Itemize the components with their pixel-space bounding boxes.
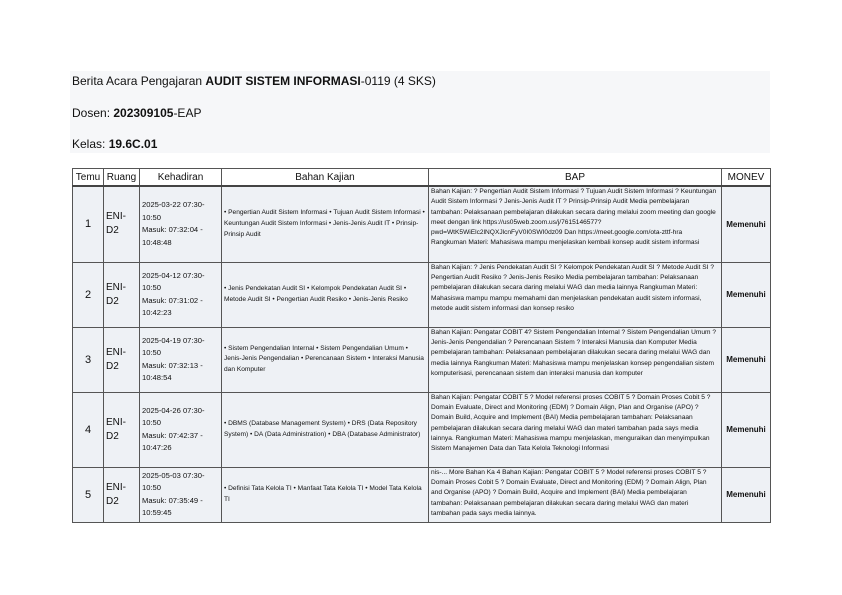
- lecturer-label: Dosen:: [72, 106, 114, 120]
- material-cell: • DBMS (Database Management System) • DRS (Data Repository System) • DA (Data Administration) • DBA (Database Administrator): [222, 392, 429, 467]
- room-cell: ENI-D2: [104, 327, 140, 392]
- lecturer-suffix: -EAP: [173, 106, 202, 120]
- room-cell: ENI-D2: [104, 467, 140, 522]
- meeting-number: 1: [73, 186, 104, 262]
- column-header-bahan-kajian: Bahan Kajian: [222, 169, 429, 187]
- room-cell: ENI-D2: [104, 392, 140, 467]
- column-header-bap: BAP: [429, 169, 722, 187]
- attendance-cell: [140, 392, 222, 467]
- lecturer-line: [72, 106, 201, 120]
- meeting-number: 2: [73, 262, 104, 327]
- monev-status: Memenuhi: [722, 392, 771, 467]
- checkout-time: 10:59:45: [142, 508, 172, 517]
- attendance-cell: [140, 186, 222, 262]
- page-title: [72, 74, 436, 88]
- attendance-table: [72, 168, 771, 523]
- meeting-number: 4: [73, 392, 104, 467]
- checkin-time: Masuk: 07:32:04 -: [142, 225, 203, 235]
- column-header-monev: MONEV: [722, 169, 771, 187]
- table-row: [73, 392, 771, 467]
- class-value: 19.6C.01: [108, 137, 158, 151]
- column-header-kehadiran: Kehadiran: [140, 169, 222, 187]
- checkin-time: Masuk: 07:31:02 -: [142, 295, 203, 305]
- attendance-cell: [140, 467, 222, 522]
- room-cell: ENI-D2: [104, 186, 140, 262]
- column-header-temu: Temu: [73, 169, 104, 187]
- monev-status: Memenuhi: [722, 262, 771, 327]
- bap-text: Bahan Kajian: Pengatar COBIT 4? Sistem Pengendalian Internal ? Sistem Pengendalian Umum ? Jenis-Jenis Pengendalian ? Perencanaan Sistem ? Interaksi Manusia dan Komputer Media pembelajaran tambahan: Pelaksanaan pembelajaran dilakukan secara daring melalui WAG dan media lainnya Rangkuman Materi: Mahasiswa mampu menjelaskan konsep pengendalian sistem komputerisasi, perencanaan sistem dan interaksi manusia dan komputer: [431, 329, 717, 377]
- column-header-ruang: Ruang: [104, 169, 140, 187]
- table-row: [73, 262, 771, 327]
- monev-status: Memenuhi: [722, 327, 771, 392]
- checkout-time: 10:42:23: [142, 308, 172, 317]
- table-row: [73, 186, 771, 262]
- report-header: [70, 71, 770, 153]
- checkout-time: 10:47:26: [142, 443, 172, 452]
- bap-cell: [429, 327, 722, 392]
- schedule-time: 2025-05-03 07:30-10:50: [142, 470, 205, 492]
- table-row: [73, 467, 771, 522]
- checkin-time: Masuk: 07:35:49 -: [142, 495, 203, 505]
- checkout-time: 10:48:48: [142, 237, 172, 247]
- bap-cell: [429, 186, 722, 262]
- class-label: Kelas:: [72, 137, 109, 151]
- lecturer-id: 202309105: [113, 106, 174, 120]
- table-header-row: [73, 169, 771, 187]
- bap-cell: [429, 392, 722, 467]
- schedule-time: 2025-04-12 07:30-10:50: [142, 270, 205, 292]
- material-cell: • Definisi Tata Kelola TI • Manfaat Tata Kelola TI • Model Tata Kelola TI: [222, 467, 429, 522]
- material-cell: • Sistem Pengendalian Internal • Sistem Pengendalian Umum • Jenis-Jenis Pengendalian • Perencanaan Sistem • Interaksi Manusia dan Komputer: [222, 327, 429, 392]
- meeting-number: 3: [73, 327, 104, 392]
- checkin-time: Masuk: 07:42:37 -: [142, 430, 203, 440]
- monev-status: Memenuhi: [722, 467, 771, 522]
- room-cell: ENI-D2: [104, 262, 140, 327]
- title-prefix: Berita Acara Pengajaran: [72, 74, 206, 88]
- bap-cell: [429, 262, 722, 327]
- checkin-time: Masuk: 07:32:13 -: [142, 360, 203, 370]
- course-suffix: -0119 (4 SKS): [360, 74, 436, 88]
- schedule-time: 2025-03-22 07:30-10:50: [142, 200, 205, 222]
- monev-status: Memenuhi: [722, 186, 771, 262]
- class-line: [72, 137, 157, 151]
- bap-text: Bahan Kajian: ? Jenis Pendekatan Audit SI ? Kelompok Pendekatan Audit SI ? Metode Audit SI ? Pengertian Audit Resiko ? Jenis-Jenis Resiko Media pembelajaran tambahan: Pelaksanaan pembelajaran dilakukan secara daring melalui WAG dan media lainnya Rangkuman Materi: Mahasiswa mampu mampu memahami dan menjelaskan pendekatan audit sistem informasi, metode audit sistem informasi dan konsep resiko: [431, 264, 714, 312]
- material-cell: • Jenis Pendekatan Audit SI • Kelompok Pendekatan Audit SI • Metode Audit SI • Pengertian Audit Resiko • Jenis-Jenis Resiko: [222, 262, 429, 327]
- bap-cell: [429, 467, 722, 522]
- table-row: [73, 327, 771, 392]
- attendance-cell: [140, 262, 222, 327]
- checkout-time: 10:48:54: [142, 373, 172, 382]
- schedule-time: 2025-04-19 07:30-10:50: [142, 335, 205, 357]
- bap-text: Bahan Kajian: ? Pengertian Audit Sistem Informasi ? Tujuan Audit Sistem Informasi ? Keuntungan Audit Sistem Informasi ? Jenis-Jenis Audit IT ? Prinsip-Prinsip Audit Media pembelajaran tambahan: Pelaksanaan pembelajaran dilakukan secara daring melalui zoom meeting dan google meet dengan link https://us05web.zoom.us/j/7615146577?pwd=WtK5WiElc2lNQXJlcnFyV0I0SWI0dz09 Dan https://meet.google.com/ota-zttf-hra Rangkuman Materi: Mahasiswa mampu menjelaskan kembali konsep audit sistem informasi: [431, 188, 717, 247]
- material-cell: • Pengertian Audit Sistem Informasi • Tujuan Audit Sistem Informasi • Keuntungan Audit Sistem Informasi • Jenis-Jenis Audit IT • Prinsip-Prinsip Audit: [222, 186, 429, 262]
- bap-text: nis-... More Bahan Ka 4 Bahan Kajian: Pengatar COBIT 5 ? Model referensi proses COBIT 5 ? Domain Proses Cobit 5 ? Domain Evaluate, Direct and Monitoring (EDM) ? Domain Align, Plan and Organise (APO) ? Domain Build, Acquire and Implement (BAI) Media pembelajaran tambahan: Pelaksanaan pembelajaran dilakukan secara daring melalui WAG dan materi tambahan pada says media lainnya.: [431, 469, 707, 517]
- course-name: AUDIT SISTEM INFORMASI: [205, 74, 361, 88]
- bap-text: Bahan Kajian: Pengatar COBIT 5 ? Model referensi proses COBIT 5 ? Domain Proses Cobit 5 ? Domain Evaluate, Direct and Monitoring (EDM) ? Domain Align, Plan and Organise (APO) ? Domain Build, Acquire and Implement (BAI) Media pembelajaran tambahan: Pelaksanaan pembelajaran dilakukan secara daring melalui WAG dan materi tambahan pada says media lainnya. Rangkuman Materi: Mahasiswa mampu menjelaskan, menguraikan dan menyimpulkan Sistem Manajemen Data dan Tata Kelola Teknologi Informasi: [431, 394, 711, 453]
- meeting-number: 5: [73, 467, 104, 522]
- schedule-time: 2025-04-26 07:30-10:50: [142, 405, 205, 427]
- attendance-cell: [140, 327, 222, 392]
